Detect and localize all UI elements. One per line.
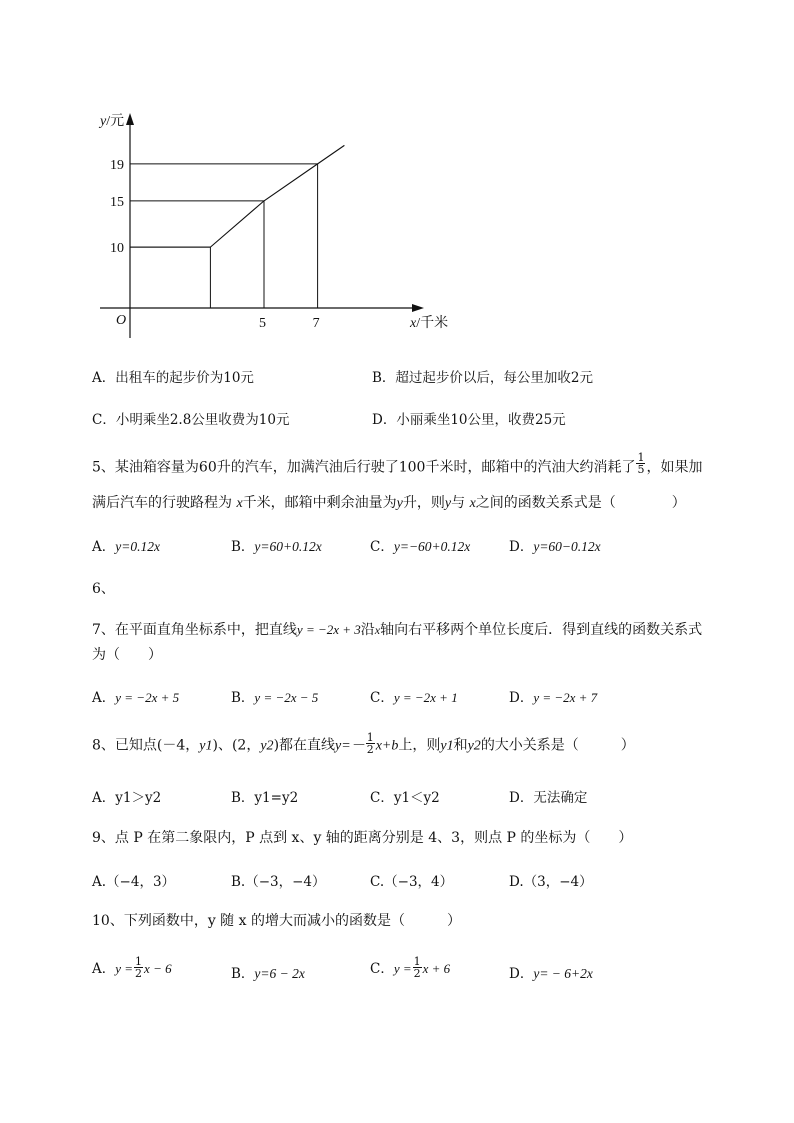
q5-var-x: x xyxy=(236,496,243,511)
q10-option-c: C．y = $\frac{1}{2}$ x + 6 xyxy=(370,955,451,980)
q7-option-d: D．y = −2x + 7 xyxy=(509,690,598,706)
x-tick-label-5: 5 xyxy=(259,316,266,331)
y-tick-label-10: 10 xyxy=(110,241,124,257)
y-tick-label-15: 15 xyxy=(110,194,124,210)
q5-text-b: ，如果加 xyxy=(646,459,703,476)
y-axis-arrow xyxy=(126,113,134,125)
q7-axis: x xyxy=(374,623,381,637)
q4-option-a: A．出租车的起步价为10元 xyxy=(92,370,254,386)
origin-label: O xyxy=(116,313,127,328)
q5-var-y2: y xyxy=(444,496,452,511)
q7-option-b: B．y = −2x − 5 xyxy=(231,690,319,706)
q5-text-d: 千米，邮箱中剩余油量为 xyxy=(242,495,397,511)
q7-line2: 为（ ） xyxy=(92,647,162,663)
q8-option-c: C．y1＜y2 xyxy=(370,790,440,806)
y-tick-label-19: 19 xyxy=(110,157,124,173)
x-tick-label-7: 7 xyxy=(312,316,320,331)
q5-var-x2: x xyxy=(469,496,476,511)
q10-option-b: B．y=6 − 2x xyxy=(231,966,305,982)
q9-option-a: A.（−4，3） xyxy=(92,874,176,890)
q8-option-b: B．y1=y2 xyxy=(231,790,299,806)
q4-option-c: C．小明乘坐2.8公里收费为10元 xyxy=(92,412,290,428)
q5-text-c: 满后汽车的行驶路程为 xyxy=(92,495,232,511)
q5-frac-num: 1 xyxy=(637,451,645,464)
q5-text-g: 之间的函数关系式是（ ） xyxy=(475,495,686,511)
q8-y2: y2 xyxy=(260,738,274,754)
q6-label: 6、 xyxy=(92,581,115,597)
fare-line xyxy=(130,145,344,247)
q5-text-f: 与 xyxy=(451,495,466,511)
fare-chart xyxy=(90,105,470,345)
q5-line1 xyxy=(92,451,703,479)
q10-option-d: D．y= − 6+2x xyxy=(509,966,593,982)
q9-option-b: B.（−3，−4） xyxy=(231,874,326,890)
q8-option-d: D．无法确定 xyxy=(509,790,588,806)
q10-text: 10、下列函数中，y 随 x 的增大而减小的函数是（ ） xyxy=(92,913,461,929)
x-axis-label: x/千米 xyxy=(410,316,449,331)
q5-frac-den: 5 xyxy=(637,463,645,476)
q5-fraction xyxy=(636,452,645,475)
q8-y1: y1 xyxy=(199,738,213,754)
q5-option-d: D．y=60−0.12x xyxy=(509,539,601,555)
q7-option-c: C．y = −2x + 1 xyxy=(370,690,458,706)
q8-line: 8、已知点(－4，y1)、(2，y2)都在直线y=－ $\frac{1}{2}$ x+b上，则y1和y2的大小关系是（ ） xyxy=(92,731,635,756)
q5-option-b: B．y=60+0.12x xyxy=(231,539,322,555)
q9-option-d: D.（3，−4） xyxy=(509,874,593,890)
q5-var-y: y xyxy=(396,496,403,511)
q7-line1: 7、在平面直角坐标系中，把直线y = −2x + 3沿x轴向右平移两个单位长度后．得到直线的函数关系式 xyxy=(92,622,703,638)
y-axis-label: y/元 xyxy=(100,114,125,129)
q5-option-a: A．y=0.12x xyxy=(92,539,160,555)
q8-fraction: $\frac{1}{2}$ xyxy=(366,731,374,756)
q5-text-a: 5、某油箱容量为60升的汽车，加满汽油后行驶了100千米时，邮箱中的汽油大约消耗了 xyxy=(92,459,636,476)
q10-option-a: A．y = $\frac{1}{2}$ x − 6 xyxy=(92,955,172,980)
q7-option-a: A．y = −2x + 5 xyxy=(92,690,180,706)
q9-text: 9、点 P 在第二象限内，P 点到 x、y 轴的距离分别是 4、3，则点 P 的坐标为（ ） xyxy=(92,830,633,846)
q7-expr: y = −2x + 3 xyxy=(296,622,361,637)
q5-text-e: 升，则 xyxy=(402,495,445,511)
q4-option-b: B．超过起步价以后，每公里加收2元 xyxy=(372,370,594,386)
q9-option-c: C.（−3，4） xyxy=(370,874,454,890)
x-axis-arrow xyxy=(412,304,424,312)
q4-option-d: D．小丽乘坐10公里，收费25元 xyxy=(372,412,566,428)
q8-option-a: A．y1＞y2 xyxy=(92,790,162,806)
q5-option-c: C．y=−60+0.12x xyxy=(370,539,471,555)
q5-line2 xyxy=(92,492,686,512)
